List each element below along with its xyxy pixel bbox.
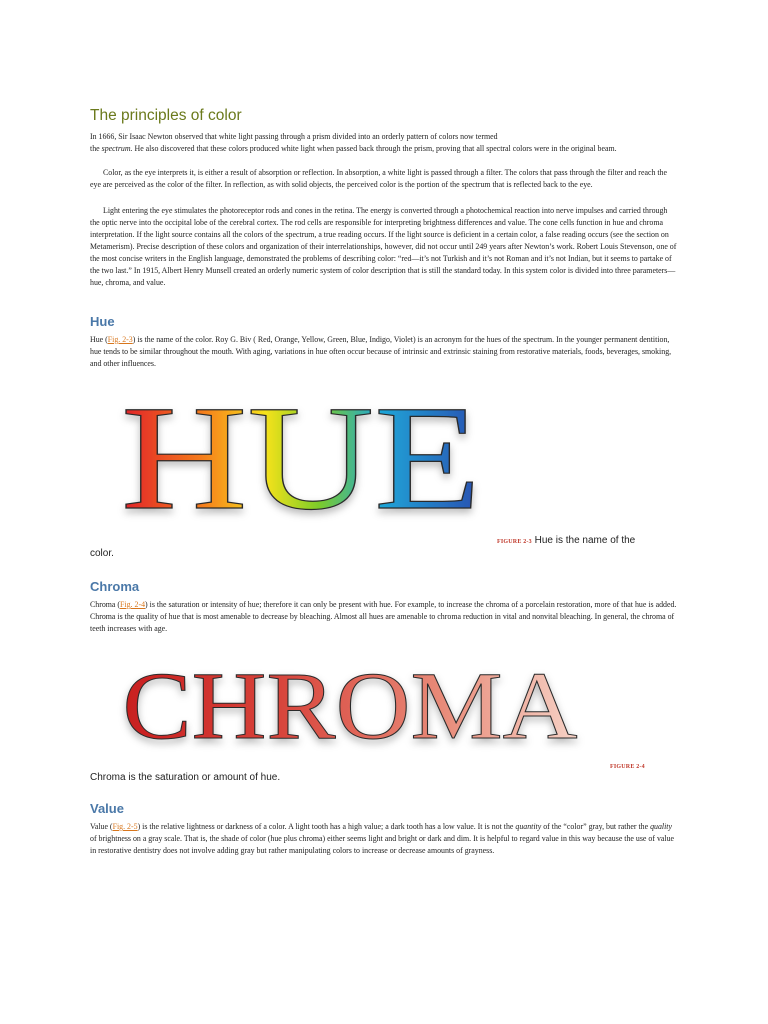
hue-text: ) is the name of the color. Roy G. Biv ( Red, Orange, Yellow, Green, Blue, Indigo, Violet) is an acronym for the hues of the spectrum. In the younger permanent dentition, hue tends to be similar throughout the mouth. With aging, variations in hue often occur because of intrinsic and extrinsic staining from restorative materials, foods, beverages, smoking, and other influences. xyxy=(90,335,672,368)
intro-paragraph-1 xyxy=(90,131,678,155)
spectrum-term: spectrum. xyxy=(101,144,133,153)
value-text: ) is the relative lightness or darkness of a color. A light tooth has a high value; a dark tooth has a low value. It is not the xyxy=(137,822,516,831)
figure-2-4-image xyxy=(116,654,586,756)
intro-text: the xyxy=(90,144,102,153)
chroma-heading: Chroma xyxy=(90,579,140,594)
figure-2-3-label: FIGURE 2-3 xyxy=(497,539,532,545)
figure-2-4-label-line xyxy=(610,760,645,771)
intro-paragraph-3: Light entering the eye stimulates the photoreceptor rods and cones in the retina. The energy is converted through a photochemical reaction into nerve impulses and carried through the optic nerve into the occipital lobe of the cerebral cortex. The rod cells are responsible for interpreting brightness differences and value. The cone cells function in hue and chroma interpretation. If the light source contains all the colors of the spectrum, a true reading occurs. If the light source is deficient in a certain color, a false reading occurs (see the section on Metamerism). Precise description of these colors and organization of their interrelationships, however, did not occur until 249 years after Newton’s work. Robert Louis Stevenson, one of the most concise writers in the English language, demonstrated the problems of describing color: “red—it’s not Turkish and it’s not Roman and it’s not Indian, but it seems to partake of the two last.” In 1915, Albert Henry Munsell created an orderly numeric system of color description that is still the standard today. In this system color is divided into three parameters—hue, chroma, and value. xyxy=(90,206,677,287)
chroma-art-text: CHROMA xyxy=(122,654,578,756)
fig-2-3-link[interactable]: Fig. 2-3 xyxy=(107,335,133,344)
figure-2-3-caption xyxy=(497,535,635,546)
value-paragraph xyxy=(90,821,678,857)
hue-heading: Hue xyxy=(90,314,115,329)
quantity-term: quantity xyxy=(515,822,542,831)
chroma-text: Chroma ( xyxy=(90,600,121,609)
value-text: Value ( xyxy=(90,822,113,831)
figure-2-4-caption: Chroma is the saturation or amount of hue. xyxy=(90,772,281,783)
chroma-text: ) is the saturation or intensity of hue; therefore it can only be present with hue. For example, to increase the chroma of a porcelain restoration, more of that hue is added. Chroma is the quality of hue that is most amenable to decrease by bleaching. Almost all hues are amenable to chroma reduction in vital and nonvital bleaching. In general, the chroma of teeth increases with age. xyxy=(90,600,677,633)
figure-2-4-label: FIGURE 2-4 xyxy=(610,764,645,770)
page-title: The principles of color xyxy=(90,107,242,124)
fig-2-5-link[interactable]: Fig. 2-5 xyxy=(112,822,138,831)
figure-2-3-caption-cont: color. xyxy=(90,548,114,559)
value-text: of brightness on a gray scale. That is, the shade of color (hue plus chroma) either seems light and bright or dark and dim. It is helpful to regard value in this way because the use of value in restorative dentistry does not involve adding gray but rather manipulating colors to increase or decrease amounts of grayness. xyxy=(90,834,675,855)
value-text: of the “color” gray, but rather the xyxy=(541,822,651,831)
value-heading: Value xyxy=(90,801,124,816)
figure-2-3-caption-text: Hue is the name of the xyxy=(534,535,636,546)
intro-text: He also discovered that these colors produced white light when passed back through the prism, proving that all spectral colors were in the original beam. xyxy=(132,144,617,153)
figure-2-3-image xyxy=(112,384,490,526)
fig-2-4-link[interactable]: Fig. 2-4 xyxy=(120,600,146,609)
intro-text: In 1666, Sir Isaac Newton observed that white light passing through a prism divided into an orderly pattern of colors now termed xyxy=(90,132,498,141)
intro-paragraph-2: Color, as the eye interprets it, is either a result of absorption or reflection. In absorption, a white light is passed through a filter. The colors that pass through the filter and reach the eye are perceived as the color of the filter. In reflection, as with solid objects, the perceived color is the portion of the spectrum that is reflected back to the eye. xyxy=(90,168,668,189)
hue-text: Hue ( xyxy=(90,335,108,344)
quality-term: quality xyxy=(650,822,672,831)
chroma-paragraph xyxy=(90,599,678,635)
hue-paragraph xyxy=(90,334,678,370)
hue-art-text: HUE xyxy=(121,384,481,526)
